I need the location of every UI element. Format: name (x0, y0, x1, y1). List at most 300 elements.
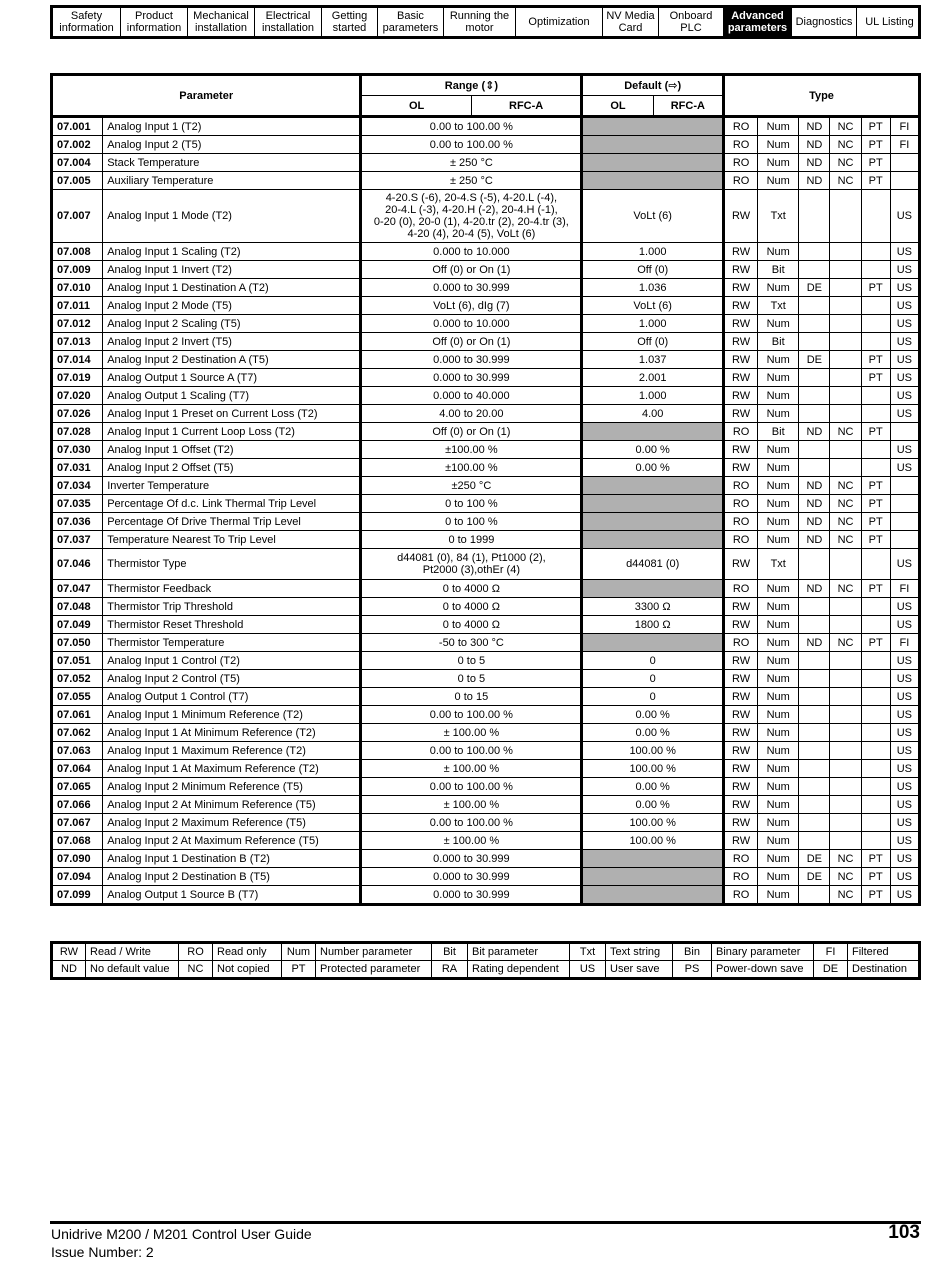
type-flag (830, 315, 861, 333)
parameter-range: ± 100.00 % (361, 724, 582, 742)
parameter-range: Off (0) or On (1) (361, 261, 582, 279)
type-flag: Num (758, 850, 799, 868)
type-flag: RW (724, 814, 758, 832)
type-flag: Num (758, 724, 799, 742)
type-flag: Num (758, 243, 799, 261)
document-title: Unidrive M200 / M201 Control User Guide (51, 1226, 312, 1242)
table-row (52, 441, 920, 459)
type-flag (861, 598, 890, 616)
type-flag (799, 190, 830, 243)
type-flag: RW (724, 190, 758, 243)
type-flag (861, 652, 890, 670)
table-row (52, 405, 920, 423)
table-row (52, 598, 920, 616)
type-flag: US (890, 459, 919, 477)
type-flag (861, 243, 890, 261)
parameter-range: 0.00 to 100.00 % (361, 136, 582, 154)
parameter-number: 07.010 (52, 279, 103, 297)
type-flag: PT (861, 369, 890, 387)
type-flag (830, 832, 861, 850)
type-flag: US (890, 832, 919, 850)
parameter-default: 0 (582, 688, 724, 706)
parameter-default: 2.001 (582, 369, 724, 387)
parameter-number: 07.055 (52, 688, 103, 706)
type-flag: Num (758, 531, 799, 549)
type-flag (830, 742, 861, 760)
parameter-number: 07.066 (52, 796, 103, 814)
type-flag: Bit (758, 333, 799, 351)
parameter-header: Parameter (52, 75, 361, 117)
type-flag (830, 688, 861, 706)
parameter-name: Stack Temperature (103, 154, 361, 172)
legend-description: Not copied (213, 961, 282, 979)
legend-description: User save (606, 961, 673, 979)
parameter-default: 1.036 (582, 279, 724, 297)
type-flag: FI (890, 136, 919, 154)
type-legend (50, 941, 921, 980)
table-row (52, 243, 920, 261)
type-flag: RW (724, 724, 758, 742)
type-flag (830, 243, 861, 261)
parameter-range: 4.00 to 20.00 (361, 405, 582, 423)
type-flag: ND (799, 423, 830, 441)
type-flag: RO (724, 850, 758, 868)
type-flag: PT (861, 868, 890, 886)
type-flag: Num (758, 495, 799, 513)
parameter-range: 0 to 15 (361, 688, 582, 706)
type-flag: RW (724, 688, 758, 706)
type-flag: US (890, 333, 919, 351)
table-row (52, 778, 920, 796)
parameter-number: 07.050 (52, 634, 103, 652)
parameter-name: Analog Input 1 Preset on Current Loss (T2) (103, 405, 361, 423)
type-flag (861, 742, 890, 760)
type-flag (799, 778, 830, 796)
parameter-range: 0.000 to 30.999 (361, 369, 582, 387)
type-flag: DE (799, 279, 830, 297)
table-row (52, 850, 920, 868)
parameter-range: 0.00 to 100.00 % (361, 778, 582, 796)
type-flag: NC (830, 513, 861, 531)
type-flag: Num (758, 513, 799, 531)
parameter-default: Off (0) (582, 333, 724, 351)
parameter-name: Analog Input 1 Minimum Reference (T2) (103, 706, 361, 724)
type-flag: US (890, 369, 919, 387)
type-flag (830, 333, 861, 351)
type-flag: US (890, 724, 919, 742)
type-flag (890, 495, 919, 513)
parameter-name: Auxiliary Temperature (103, 172, 361, 190)
type-flag: ND (799, 136, 830, 154)
type-flag (799, 315, 830, 333)
type-header: Type (724, 75, 920, 117)
parameter-default (582, 886, 724, 905)
parameter-number: 07.013 (52, 333, 103, 351)
parameter-default: 3300 Ω (582, 598, 724, 616)
nav-tab-running-the-motor[interactable]: Running the motor (444, 8, 516, 36)
nav-tab-product-information[interactable]: Product information (121, 8, 188, 36)
parameter-default: 0 (582, 652, 724, 670)
table-row (52, 495, 920, 513)
type-flag: PT (861, 117, 890, 136)
type-flag (861, 459, 890, 477)
table-row (52, 190, 920, 243)
table-row (52, 117, 920, 136)
type-flag: RW (724, 459, 758, 477)
type-flag: RW (724, 760, 758, 778)
type-flag: US (890, 190, 919, 243)
nav-tab-electrical-installation[interactable]: Electrical installation (255, 8, 322, 36)
parameter-range: ± 250 °C (361, 172, 582, 190)
type-flag: NC (830, 868, 861, 886)
type-flag: PT (861, 351, 890, 369)
type-flag (861, 796, 890, 814)
type-flag (861, 778, 890, 796)
parameter-range: ±250 °C (361, 477, 582, 495)
table-row (52, 760, 920, 778)
parameter-number: 07.014 (52, 351, 103, 369)
parameter-range: ± 100.00 % (361, 796, 582, 814)
table-row (52, 333, 920, 351)
table-row (52, 297, 920, 315)
parameter-table (50, 73, 921, 906)
type-flag: PT (861, 154, 890, 172)
parameter-name: Analog Output 1 Scaling (T7) (103, 387, 361, 405)
type-flag (861, 724, 890, 742)
type-flag (861, 405, 890, 423)
type-flag: NC (830, 136, 861, 154)
type-flag (799, 616, 830, 634)
type-flag: RW (724, 261, 758, 279)
type-flag: RW (724, 405, 758, 423)
type-flag: Num (758, 172, 799, 190)
parameter-range: 0 to 100 % (361, 495, 582, 513)
type-flag: US (890, 778, 919, 796)
type-flag: PT (861, 634, 890, 652)
parameter-name: Analog Input 1 Mode (T2) (103, 190, 361, 243)
type-flag: US (890, 261, 919, 279)
parameter-default (582, 531, 724, 549)
type-flag: PT (861, 423, 890, 441)
type-flag: US (890, 549, 919, 580)
parameter-default (582, 513, 724, 531)
parameter-name: Analog Output 1 Source B (T7) (103, 886, 361, 905)
parameter-range: ± 100.00 % (361, 832, 582, 850)
type-flag (799, 387, 830, 405)
parameter-number: 07.036 (52, 513, 103, 531)
nav-tab-safety-information[interactable]: Safety information (53, 8, 121, 36)
type-flag: US (890, 616, 919, 634)
type-flag: NC (830, 495, 861, 513)
type-flag: NC (830, 423, 861, 441)
type-flag: Num (758, 441, 799, 459)
type-flag (799, 369, 830, 387)
type-flag (830, 387, 861, 405)
nav-tab-ul-listing[interactable]: UL Listing (865, 16, 914, 28)
parameter-number: 07.031 (52, 459, 103, 477)
table-row (52, 477, 920, 495)
type-flag: FI (890, 580, 919, 598)
table-row (52, 369, 920, 387)
type-flag (799, 742, 830, 760)
type-flag: PT (861, 477, 890, 495)
table-row (52, 796, 920, 814)
type-flag (799, 670, 830, 688)
type-flag: RW (724, 598, 758, 616)
legend-description: Rating dependent (468, 961, 570, 979)
type-flag (830, 279, 861, 297)
nav-tab-onboard-plc[interactable]: Onboard PLC (659, 8, 724, 36)
legend-description: Text string (606, 943, 673, 961)
type-flag: RO (724, 117, 758, 136)
parameter-name: Analog Input 1 Invert (T2) (103, 261, 361, 279)
type-flag: RW (724, 706, 758, 724)
parameter-default: 0.00 % (582, 706, 724, 724)
type-flag (799, 814, 830, 832)
type-flag (861, 333, 890, 351)
parameter-range: d44081 (0), 84 (1), Pt1000 (2), Pt2000 (3),othEr (4) (361, 549, 582, 580)
type-flag: Num (758, 580, 799, 598)
type-flag: RW (724, 243, 758, 261)
nav-tab-diagnostics[interactable]: Diagnostics (792, 8, 857, 36)
type-flag (799, 796, 830, 814)
type-flag (830, 598, 861, 616)
legend-abbreviation: US (570, 961, 606, 979)
type-flag (799, 652, 830, 670)
parameter-number: 07.037 (52, 531, 103, 549)
type-flag (799, 459, 830, 477)
parameter-number: 07.065 (52, 778, 103, 796)
type-flag: Txt (758, 190, 799, 243)
legend-abbreviation: RA (432, 961, 468, 979)
legend-description: Read only (213, 943, 282, 961)
type-flag: US (890, 405, 919, 423)
nav-tab-nv-media-card[interactable]: NV Media Card (603, 8, 659, 36)
type-flag (799, 243, 830, 261)
parameter-default: d44081 (0) (582, 549, 724, 580)
legend-description: Destination (848, 961, 920, 979)
table-row (52, 742, 920, 760)
type-flag: RO (724, 423, 758, 441)
type-flag: NC (830, 117, 861, 136)
type-flag: RO (724, 172, 758, 190)
type-flag: DE (799, 850, 830, 868)
type-flag: PT (861, 531, 890, 549)
table-row (52, 172, 920, 190)
type-flag: Num (758, 760, 799, 778)
parameter-name: Thermistor Type (103, 549, 361, 580)
default-header: Default (⇨) (582, 75, 724, 96)
legend-description: Binary parameter (712, 943, 814, 961)
type-flag (861, 760, 890, 778)
table-row (52, 423, 920, 441)
type-flag: RW (724, 742, 758, 760)
parameter-number: 07.061 (52, 706, 103, 724)
parameter-number: 07.048 (52, 598, 103, 616)
type-flag: RW (724, 315, 758, 333)
table-row (52, 351, 920, 369)
table-row (52, 136, 920, 154)
legend-abbreviation: RO (179, 943, 213, 961)
parameter-number: 07.063 (52, 742, 103, 760)
type-flag: Num (758, 477, 799, 495)
parameter-range: 0.000 to 30.999 (361, 351, 582, 369)
type-flag (861, 387, 890, 405)
parameter-name: Analog Input 1 Scaling (T2) (103, 243, 361, 261)
type-flag: NC (830, 850, 861, 868)
parameter-number: 07.064 (52, 760, 103, 778)
type-flag (830, 459, 861, 477)
parameter-name: Thermistor Reset Threshold (103, 616, 361, 634)
parameter-name: Analog Input 1 At Maximum Reference (T2) (103, 760, 361, 778)
type-flag: DE (799, 351, 830, 369)
type-flag: RO (724, 495, 758, 513)
legend-description: Bit parameter (468, 943, 570, 961)
type-flag: US (890, 652, 919, 670)
type-flag: Num (758, 778, 799, 796)
parameter-range: Off (0) or On (1) (361, 333, 582, 351)
parameter-number: 07.099 (52, 886, 103, 905)
type-flag: PT (861, 136, 890, 154)
parameter-range: 0 to 5 (361, 652, 582, 670)
table-row (52, 868, 920, 886)
parameter-default: VoLt (6) (582, 297, 724, 315)
type-flag: US (890, 243, 919, 261)
legend-row (52, 943, 920, 961)
parameter-name: Analog Input 2 Mode (T5) (103, 297, 361, 315)
type-flag: RW (724, 549, 758, 580)
table-row (52, 459, 920, 477)
parameter-name: Analog Input 2 Invert (T5) (103, 333, 361, 351)
type-flag: US (890, 441, 919, 459)
range-header: Range (⇕) (361, 75, 582, 96)
type-flag (799, 297, 830, 315)
type-flag (830, 760, 861, 778)
type-flag: RW (724, 832, 758, 850)
parameter-range: ±100.00 % (361, 441, 582, 459)
parameter-name: Analog Output 1 Control (T7) (103, 688, 361, 706)
parameter-name: Analog Input 2 Maximum Reference (T5) (103, 814, 361, 832)
type-flag: RW (724, 441, 758, 459)
parameter-range: 0 to 1999 (361, 531, 582, 549)
parameter-number: 07.062 (52, 724, 103, 742)
type-flag: Num (758, 652, 799, 670)
table-row (52, 154, 920, 172)
type-flag: NC (830, 531, 861, 549)
parameter-name: Analog Input 1 At Minimum Reference (T2) (103, 724, 361, 742)
parameter-name: Analog Input 2 (T5) (103, 136, 361, 154)
type-flag: RW (724, 796, 758, 814)
type-flag: Num (758, 796, 799, 814)
parameter-default (582, 868, 724, 886)
type-flag: RW (724, 778, 758, 796)
parameter-default (582, 117, 724, 136)
type-flag (799, 333, 830, 351)
default-rfca-header: RFC-A (653, 96, 723, 117)
parameter-default: 100.00 % (582, 742, 724, 760)
legend-description: Number parameter (316, 943, 432, 961)
parameter-number: 07.020 (52, 387, 103, 405)
legend-description: No default value (86, 961, 179, 979)
parameter-number: 07.051 (52, 652, 103, 670)
type-flag: RW (724, 616, 758, 634)
table-row (52, 724, 920, 742)
table-row (52, 688, 920, 706)
table-row (52, 513, 920, 531)
type-flag: RO (724, 868, 758, 886)
type-flag (799, 832, 830, 850)
parameter-name: Analog Input 1 Control (T2) (103, 652, 361, 670)
type-flag: NC (830, 886, 861, 905)
type-flag: RW (724, 351, 758, 369)
nav-tab-advanced-parameters[interactable]: Advanced parameters (724, 8, 792, 36)
type-flag: PT (861, 279, 890, 297)
type-flag: US (890, 387, 919, 405)
parameter-number: 07.012 (52, 315, 103, 333)
parameter-default: 0 (582, 670, 724, 688)
parameter-number: 07.026 (52, 405, 103, 423)
type-flag (861, 814, 890, 832)
nav-tab-getting-started[interactable]: Getting started (322, 8, 378, 36)
parameter-number: 07.019 (52, 369, 103, 387)
parameter-range: 4-20.S (-6), 20-4.S (-5), 4-20.L (-4), 20-4.L (-3), 4-20.H (-2), 20-4.H (-1), 0-20 (0), 20-0 (1), 4-20.tr (2), 20-4.tr (3), 4-20 (4), 20-4 (5), VoLt (6) (361, 190, 582, 243)
parameter-range: 0.00 to 100.00 % (361, 742, 582, 760)
nav-tab-basic-parameters[interactable]: Basic parameters (378, 8, 444, 36)
table-row (52, 670, 920, 688)
parameter-number: 07.046 (52, 549, 103, 580)
nav-tab-mechanical-installation[interactable]: Mechanical installation (188, 8, 255, 36)
type-flag (890, 423, 919, 441)
type-flag: RW (724, 670, 758, 688)
parameter-number: 07.094 (52, 868, 103, 886)
type-flag (830, 351, 861, 369)
type-flag: US (890, 279, 919, 297)
nav-tab-optimization[interactable]: Optimization (516, 8, 603, 36)
parameter-range: 0.000 to 30.999 (361, 886, 582, 905)
type-flag: US (890, 868, 919, 886)
table-row (52, 531, 920, 549)
type-flag: Num (758, 742, 799, 760)
type-flag: US (890, 688, 919, 706)
type-flag: Num (758, 279, 799, 297)
parameter-name: Analog Input 2 Scaling (T5) (103, 315, 361, 333)
legend-abbreviation: RW (52, 943, 86, 961)
parameter-name: Thermistor Temperature (103, 634, 361, 652)
parameter-number: 07.090 (52, 850, 103, 868)
type-flag (830, 652, 861, 670)
type-flag: US (890, 796, 919, 814)
default-ol-header: OL (582, 96, 653, 117)
type-flag: Num (758, 369, 799, 387)
type-flag: ND (799, 117, 830, 136)
type-flag: ND (799, 580, 830, 598)
type-flag: ND (799, 513, 830, 531)
type-flag: RO (724, 513, 758, 531)
type-flag (830, 261, 861, 279)
parameter-range: 0.00 to 100.00 % (361, 117, 582, 136)
type-flag (830, 549, 861, 580)
type-flag: FI (890, 117, 919, 136)
legend-abbreviation: FI (814, 943, 848, 961)
type-flag (861, 297, 890, 315)
table-row (52, 315, 920, 333)
parameter-default: 100.00 % (582, 832, 724, 850)
type-flag: US (890, 850, 919, 868)
type-flag (799, 724, 830, 742)
type-flag: ND (799, 634, 830, 652)
parameter-range: ±100.00 % (361, 459, 582, 477)
legend-abbreviation: Bin (673, 943, 712, 961)
